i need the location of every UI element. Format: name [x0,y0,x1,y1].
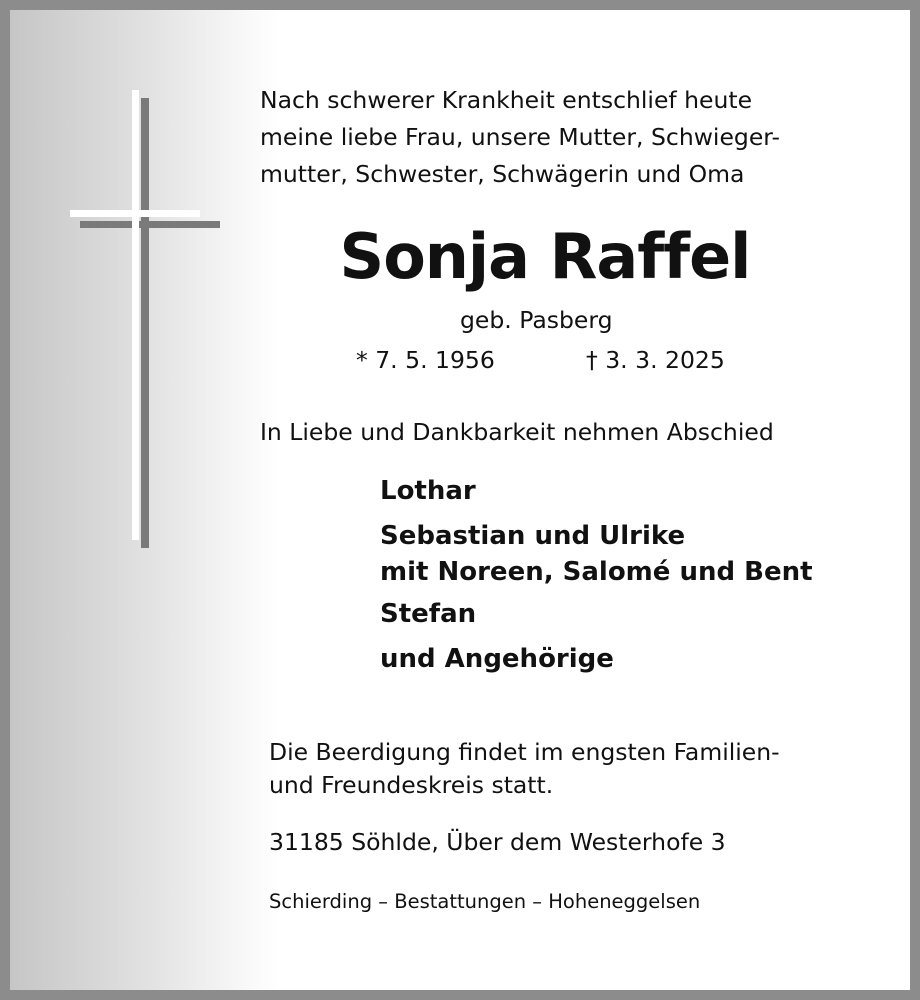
mourner-name: mit Noreen, Salomé und Bent [380,557,813,587]
intro-line: meine liebe Frau, unsere Mutter, Schwieger- [260,123,780,151]
mourner-name: Lothar [380,476,476,506]
mourner-name: Sebastian und Ulrike [380,521,686,551]
birth-date: * 7. 5. 1956 [356,346,495,374]
intro-line: Nach schwerer Krankheit entschlief heute [260,86,753,114]
intro-line: mutter, Schwester, Schwägerin und Oma [260,160,745,188]
address: 31185 Söhlde, Über dem Westerhofe 3 [269,828,726,856]
intro-text [260,82,780,193]
mourner-name: Stefan [380,599,477,629]
death-date: † 3. 3. 2025 [586,346,725,374]
mourner-name: und Angehörige [380,644,614,674]
funeral-info [269,736,780,802]
funeral-line: Die Beerdigung findet im engsten Familien- [269,738,780,766]
maiden-name: geb. Pasberg [460,306,613,334]
deceased-name: Sonja Raffel [339,220,751,293]
farewell-text: In Liebe und Dankbarkeit nehmen Abschied [260,418,774,446]
funeral-line: und Freundeskreis statt. [269,771,554,799]
undertaker: Schierding – Bestattungen – Hoheneggelsen [269,890,701,913]
